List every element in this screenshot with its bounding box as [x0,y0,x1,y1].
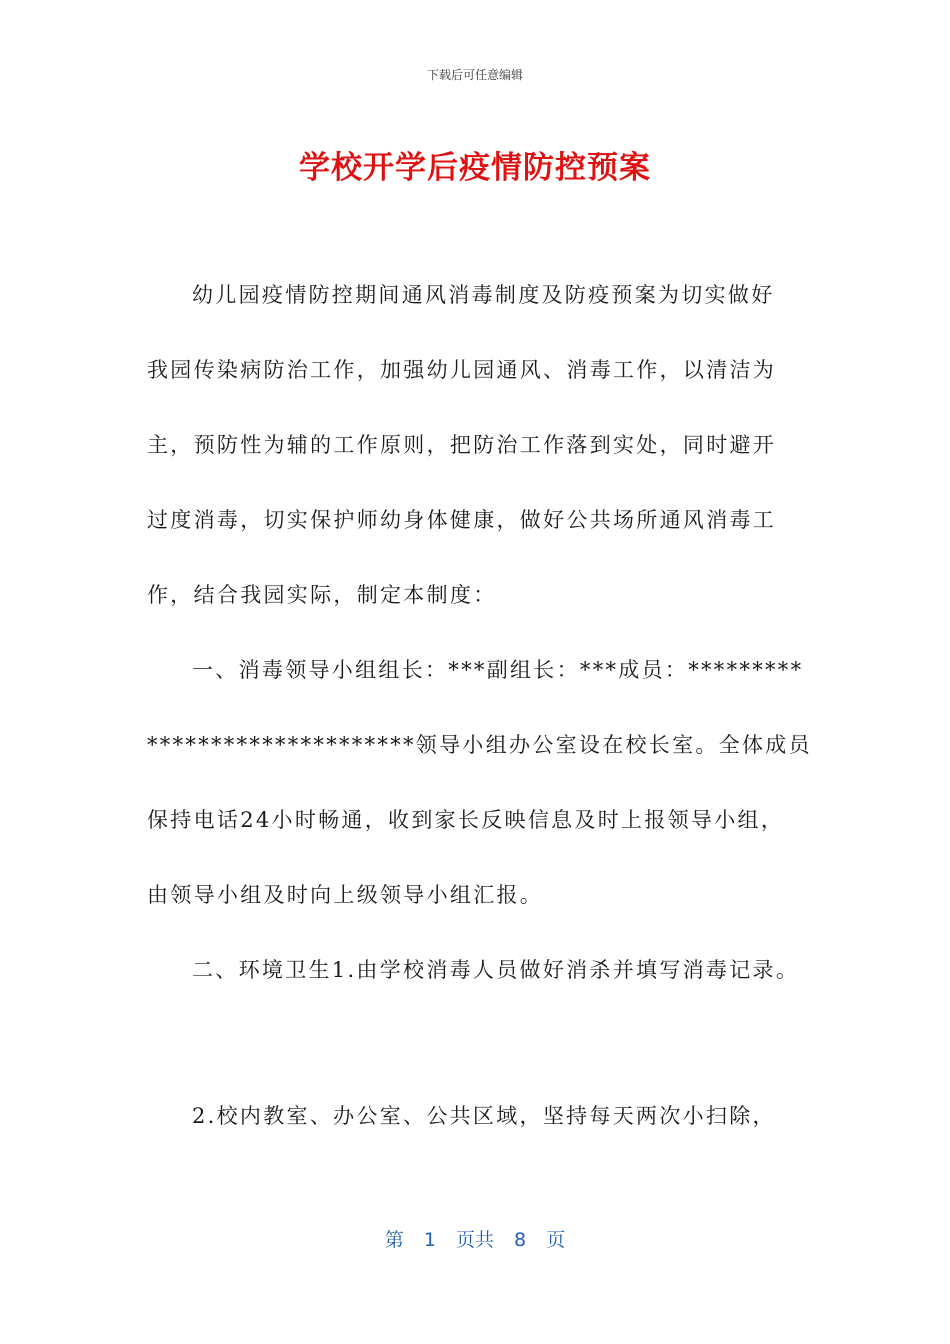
body-line: 主，预防性为辅的工作原则，把防治工作落到实处，同时避开 [147,433,777,457]
body-line: 作，结合我园实际，制定本制度： [147,583,497,607]
footer-current-page: 1 [423,1229,436,1251]
body-line: 由领导小组及时向上级领导小组汇报。 [147,883,544,907]
body-line: *********************领导小组办公室设在校长室。全体成员 [147,733,812,757]
footer-total-pages: 8 [514,1229,527,1251]
page-footer [0,1225,950,1252]
document-body [147,258,812,1008]
document-title: 学校开学后疫情防控预案 [299,150,651,186]
body-line: 我园传染病防治工作，加强幼儿园通风、消毒工作，以清洁为 [147,358,777,382]
body-line: 保持电话24小时畅通，收到家长反映信息及时上报领导小组， [147,808,785,832]
body-line: 二、环境卫生1.由学校消毒人员做好消杀并填写消毒记录。 [192,958,800,982]
document-body-continued [147,1079,807,1154]
footer-label-end: 页 [546,1229,566,1251]
body-line: 过度消毒，切实保护师幼身体健康，做好公共场所通风消毒工 [147,508,777,532]
body-line: 一、消毒领导小组组长：***副组长：***成员：********* [192,658,804,682]
body-line: 幼儿园疫情防控期间通风消毒制度及防疫预案为切实做好 [192,283,775,307]
body-line: 2.校内教室、办公室、公共区域，坚持每天两次小扫除， [192,1104,776,1128]
footer-label-total: 页共 [455,1229,494,1251]
footer-label-page: 第 [384,1229,404,1251]
header-note: 下载后可任意编辑 [426,68,523,82]
